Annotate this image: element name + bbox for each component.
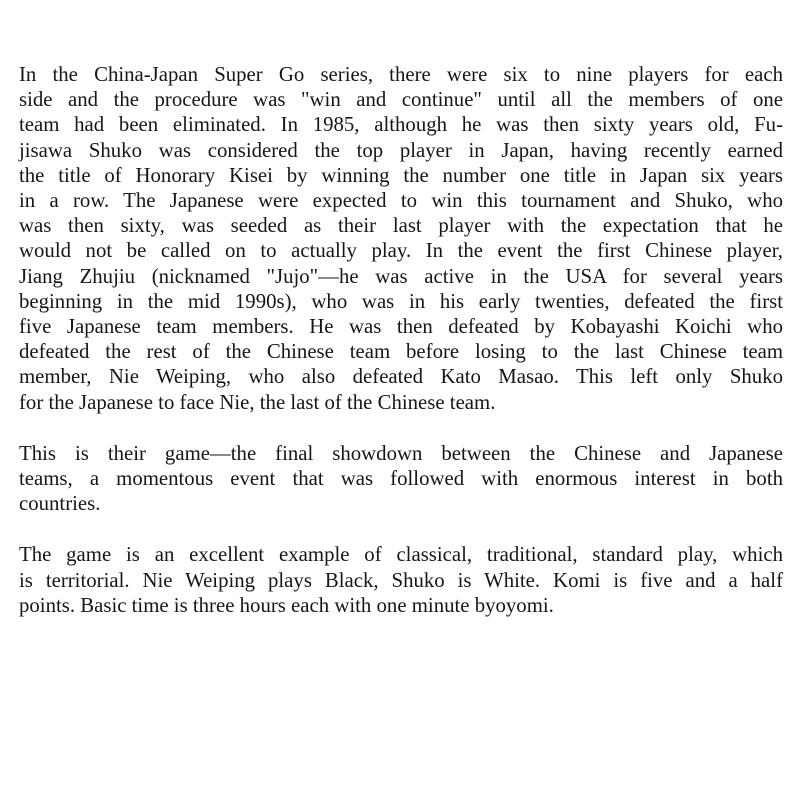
text-line: was then sixty, was seeded as their last player with the expectation that he — [19, 214, 783, 238]
text-line: Jiang Zhujiu (nicknamed "Jujo"—he was active in the USA for several years — [19, 264, 783, 288]
text-line: teams, a momentous event that was followed with enormous interest in both — [19, 467, 783, 491]
text-line: is territorial. Nie Weiping plays Black, Shuko is White. Komi is five and a half — [19, 568, 783, 592]
document-page — [19, 62, 783, 618]
paragraph-final-showdown — [19, 441, 783, 517]
paragraph-spacer — [19, 516, 783, 542]
text-line: This is their game—the final showdown between the Chinese and Japanese — [19, 441, 783, 465]
paragraph-super-go-series — [19, 62, 783, 415]
text-line: The game is an excellent example of classical, traditional, standard play, which — [19, 543, 783, 567]
text-line: in a row. The Japanese were expected to win this tournament and Shuko, who — [19, 189, 783, 213]
text-line: five Japanese team members. He was then defeated by Kobayashi Koichi who — [19, 315, 783, 339]
text-line: would not be called on to actually play. In the event the first Chinese player, — [19, 239, 783, 263]
text-line: beginning in the mid 1990s), who was in his early twenties, defeated the first — [19, 289, 783, 313]
text-line: for the Japanese to face Nie, the last of the Chinese team. — [19, 390, 496, 414]
text-line: jisawa Shuko was considered the top player in Japan, having recently earned — [19, 138, 783, 162]
text-line: countries. — [19, 492, 101, 516]
text-line: defeated the rest of the Chinese team before losing to the last Chinese team — [19, 340, 783, 364]
paragraph-game-details — [19, 542, 783, 618]
text-line: In the China-Japan Super Go series, there were six to nine players for each — [19, 63, 783, 86]
text-line: side and the procedure was "win and continue" until all the members of one — [19, 88, 783, 112]
text-line: points. Basic time is three hours each with one minute byoyomi. — [19, 593, 554, 617]
text-line: the title of Honorary Kisei by winning the number one title in Japan six years — [19, 163, 783, 187]
text-line: member, Nie Weiping, who also defeated Kato Masao. This left only Shuko — [19, 365, 783, 389]
text-line: team had been eliminated. In 1985, although he was then sixty years old, Fu- — [19, 113, 783, 137]
paragraph-spacer — [19, 415, 783, 441]
